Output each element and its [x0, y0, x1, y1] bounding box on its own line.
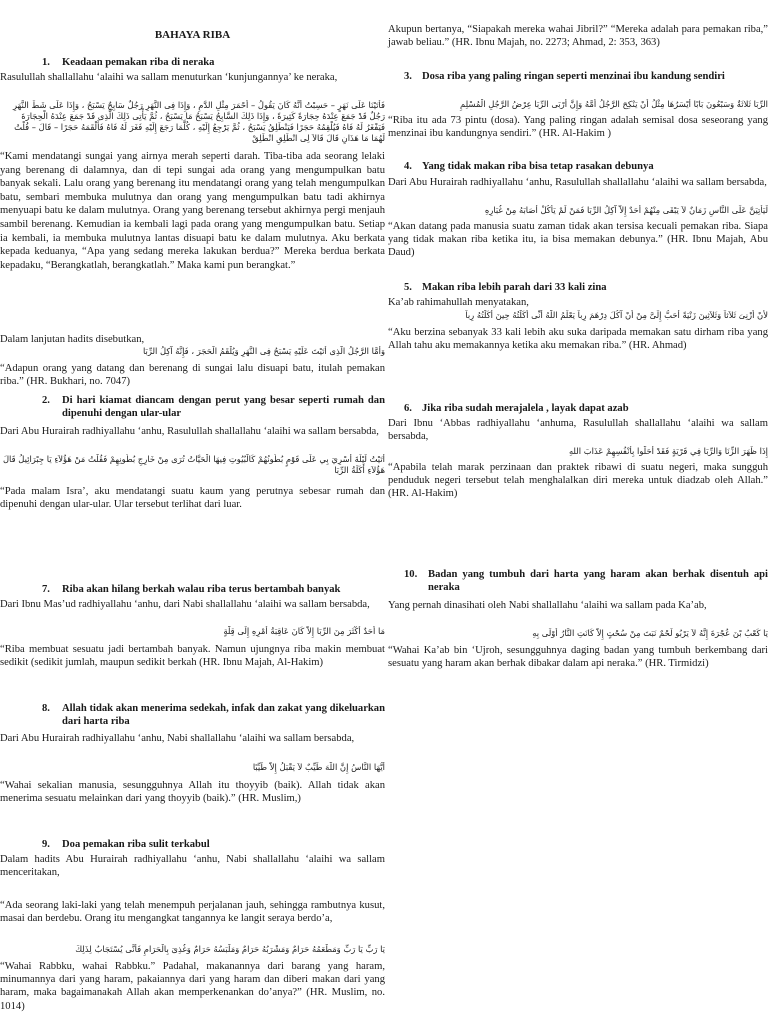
- section-7-heading: Riba akan hilang berkah walau riba terus bertambah banyak: [62, 584, 341, 595]
- section-10-quote: “Wahai Ka’ab bin ‘Ujroh, sesungguhnya daging badan yang tumbuh berkembang dari sesuatu yang haram akan berhak dibakar dalam api neraka.” (HR. Tirmidzi): [388, 645, 768, 670]
- section-1-quote: “Kami mendatangi sungai yang airnya merah seperti darah. Tiba-tiba ada seorang lelaki yang berenang di dalamnya, dan di tepi sungai ada orang yang mengumpulkan batu banyak sekali. Lalu orang yang berenang itu mendatangi orang yang telah mengumpulkan batu, sembari membuka mulutnya dan orang yang mengumpulkan batu tadi akhirnya menyuapi batu ke dalam mulutnya. Orang yang berenang tersebut akhirnya pergi menjauh sambil berenang. Kemudian ia kembali lagi pada orang yang mengumpulkan batu. Setiap ia kembali, ia membuka mulutnya lantas disuapi batu ke dalam mulutnya. Aku berkata kepada keduanya, “Apa yang sedang mereka lakukan berdua?” Mereka berdua berkata kepadaku, “Berangkatlah, berangkatlah.” Maka kami pun berangkat.”: [0, 151, 385, 271]
- section-5-arabic: لأَنْ أَزْنِىَ ثَلاَثاً وَثَلاَثِينَ زَنْيَةً أَحَبُّ إِلَىَّ مِنْ أَنْ آكُلَ دِرْهَمَ رِباً يَعْلَمُ اللَّهُ أَنِّى أَكَلْتُهُ حِينَ أَكَلْتُهُ رِباً: [465, 310, 768, 320]
- section-6-arabic: إِذَا ظَهَرَ الزِّنَا وَالرِّبَا فِي قَرْيَةٍ فَقَدْ أَحَلُّوا بِأَنْفُسِهِمْ عَذَابَ اللهِ: [568, 446, 768, 456]
- section-6-number: 6.: [404, 403, 412, 414]
- section-8-title: [42, 702, 385, 728]
- section-8-heading: Allah tidak akan menerima sedekah, infak dan zakat yang dikeluarkan dari harta riba: [62, 703, 385, 728]
- section-3-number: 3.: [404, 71, 412, 82]
- section-8-arabic: أَيُّهَا النَّاسُ إِنَّ اللَّهَ طَيِّبٌ لاَ يَقْبَلُ إِلاَّ طَيِّبًا: [252, 762, 385, 772]
- section-2-heading: Di hari kiamat diancam dengan perut yang besar seperti rumah dan dipenuhi dengan ular-ular: [62, 395, 385, 420]
- section-4-intro: Dari Abu Hurairah radhiyallahu ‘anhu, Rasulullah shallallahu ‘alaihi wa sallam bersabda,: [388, 177, 767, 188]
- section-4-heading: Yang tidak makan riba bisa tetap rasakan debunya: [422, 161, 654, 172]
- section-2-arabic: أَتَيْتُ لَيْلَةَ أُسْرِيَ بِي عَلَى قَوْمٍ بُطُونُهُمْ كَالْبُيُوتِ فِيهَا الْحَيَّاتُ تُرَى مِنْ خَارِجِ بُطُونِهِمْ فَقُلْتُ مَنْ هَؤُلاَءِ يَا جِبْرَائِيلُ قَالَ هَؤُلاَءِ أَكَلَةُ الرِّبَا: [2, 454, 385, 475]
- section-2-number: 2.: [42, 395, 50, 406]
- section-1-number: 1.: [42, 57, 50, 68]
- section-8-quote: “Wahai sekalian manusia, sesungguhnya Allah itu thoyyib (baik). Allah tidak akan menerima sesuatu melainkan dari yang thoyyib (baik).” (HR. Muslim,): [0, 780, 385, 805]
- section-10-heading: Badan yang tumbuh dari harta yang haram akan berhak disentuh api neraka: [428, 569, 768, 594]
- section-1-intro: Rasulullah shallallahu ‘alaihi wa sallam menuturkan ‘kunjungannya’ ke neraka,: [0, 72, 338, 83]
- section-3-quote: “Riba itu ada 73 pintu (dosa). Yang paling ringan adalah semisal dosa seseorang yang menzinai ibu kandungnya sendiri.” (HR. Al-Hakim ): [388, 115, 768, 140]
- section-2-title: [42, 394, 385, 420]
- section-10-number: 10.: [404, 569, 418, 580]
- section-6-title: [404, 402, 768, 415]
- section-9-number: 9.: [42, 839, 50, 850]
- section-5-heading: Makan riba lebih parah dari 33 kali zina: [422, 282, 607, 293]
- section-1-arabic-2: وَأَمَّا الرَّجُلُ الَّذِى أَتَيْتَ عَلَيْهِ يَسْبَحُ فِى النَّهَرِ وَيُلْقَمُ الْحَجَرَ ، فَإِنَّهُ آكِلُ الرِّبَا: [142, 346, 385, 356]
- section-5-intro: Ka’ab rahimahullah menyatakan,: [388, 297, 529, 308]
- section-3-arabic: الرِّبَا ثَلاثَةٌ وَسَبْعُونَ بَابًا أَيْسَرُهَا مِثْلُ أَنْ يَنْكِحَ الرَّجُلُ أُمَّهُ وَإِنَّ أَرْبَى الرِّبَا عِرْضُ الرَّجُلِ الْمُسْلِمِ: [460, 99, 768, 109]
- section-1-arabic: فَأَتَيْنَا عَلَى نَهَرٍ – حَسِبْتُ أَنَّهُ كَانَ يَقُولُ – أَحْمَرَ مِثْلِ الدَّمِ ، وَإِذَا فِى النَّهَرِ رَجُلٌ سَابِحٌ يَسْبَحُ ، وَإِذَا عَلَى شَطِّ النَّهَرِ رَجُلٌ قَدْ جَمَعَ عِنْدَهُ حِجَارَةً كَثِيرَةً ، وَإِذَا ذَلِكَ السَّابِحُ يَسْبَحُ مَا يَسْبَحُ ، ثُمَّ يَأْتِى ذَلِكَ الَّذِى قَدْ جَمَعَ عِنْدَهُ الْحِجَارَةَ فَيَفْغَرُ لَهُ فَاهُ فَيُلْقِمُهُ حَجَرًا فَيَنْطَلِقُ يَسْبَحُ ، ثُمَّ يَرْجِعُ إِلَيْهِ ، كُلَّمَا رَجَعَ إِلَيْهِ فَغَرَ لَهُ فَاهُ فَأَلْقَمَهُ حَجَرًا – قَالَ – قُلْتُ لَهُمَا مَا هَذَانِ قَالَ قَالاَ لِى انْطَلِقِ انْطَلِقْ: [12, 100, 385, 143]
- section-2-continuation: Akupun bertanya, “Siapakah mereka wahai Jibril?” “Mereka adalah para pemakan riba,” jawab beliau.” (HR. Ibnu Majah, no. 2273; Ahmad, 2: 353, 363): [388, 24, 768, 49]
- section-9-quote-2: “Wahai Rabbku, wahai Rabbku.” Padahal, makanannya dari barang yang haram, minumannya dari yang haram, pakaiannya dari yang haram dan diberi makan dari yang haram, maka bagaimanakah Allah akan memperkenankan do’anya?” (HR. Muslim, no. 1014): [0, 961, 385, 1012]
- section-6-intro: Dari Ibnu ‘Abbas radhiyallahu ‘anhuma, Rasulullah shallallahu ‘alaihi wa sallam bersabda,: [388, 418, 768, 443]
- section-8-number: 8.: [42, 703, 50, 714]
- document-title: BAHAYA RIBA: [154, 29, 231, 41]
- section-5-title: [404, 281, 768, 294]
- section-10-arabic: يَا كَعْبُ بْنَ عُجْرَةَ إِنَّهُ لاَ يَرْبُو لَحْمٌ نَبَتَ مِنْ سُحْتٍ إِلاَّ كَانَتِ النَّارُ أَوْلَى بِهِ: [532, 628, 768, 638]
- section-4-quote: “Akan datang pada manusia suatu zaman tidak akan tersisa kecuali pemakan riba. Siapa yang tidak makan riba ketika itu, ia bisa memakan debunya.” (HR. Ibnu Majah, Abu Daud): [388, 221, 768, 259]
- section-3-heading: Dosa riba yang paling ringan seperti menzinai ibu kandung sendiri: [422, 71, 725, 82]
- section-1-heading: Keadaan pemakan riba di neraka: [62, 57, 215, 68]
- section-4-number: 4.: [404, 161, 412, 172]
- section-8-intro: Dari Abu Hurairah radhiyallahu ‘anhu, Nabi shallallahu ‘alaihi wa sallam bersabda,: [0, 733, 355, 744]
- section-9-title: [42, 838, 385, 851]
- section-1-title: [42, 56, 385, 69]
- section-2-intro: Dari Abu Hurairah radhiyallahu ‘anhu, Rasulullah shallallahu ‘alaihi wa sallam bersabda,: [0, 426, 379, 437]
- section-6-heading: Jika riba sudah merajalela , layak dapat azab: [422, 403, 629, 414]
- section-5-number: 5.: [404, 282, 412, 293]
- section-6-quote: “Apabila telah marak perzinaan dan praktek ribawi di suatu negeri, maka sungguh penduduk negeri tersebut telah menghalalkan diri mereka untuk diadzab oleh Allah.” (HR. Al-Hakim): [388, 462, 768, 500]
- section-4-title: [404, 160, 768, 173]
- section-1-lanjutan: Dalam lanjutan hadits disebutkan,: [0, 334, 145, 345]
- section-1-quote-2: “Adapun orang yang datang dan berenang di sungai lalu disuapi batu, itulah pemakan riba.” (HR. Bukhari, no. 7047): [0, 363, 385, 388]
- section-2-quote: “Pada malam Isra’, aku mendatangi suatu kaum yang perutnya sebesar rumah dan dipenuhi dengan ular-ular. Ular tersebut terlihat dari luar.: [0, 486, 385, 511]
- section-7-intro: Dari Ibnu Mas’ud radhiyallahu ‘anhu, dari Nabi shallallahu ‘alaihi wa sallam bersabda,: [0, 599, 370, 610]
- section-10-title: [404, 568, 768, 594]
- section-7-quote: “Riba membuat sesuatu jadi bertambah banyak. Namun ujungnya riba makin membuat sedikit (sedikit jumlah, maupun sedikit berkah (HR. Ibnu Majah, Al-Hakim): [0, 644, 385, 669]
- section-3-title: [404, 70, 768, 83]
- section-9-heading: Doa pemakan riba sulit terkabul: [62, 839, 210, 850]
- section-7-title: [42, 583, 385, 596]
- section-10-intro: Yang pernah dinasihati oleh Nabi shallallahu ‘alaihi wa sallam pada Ka’ab,: [388, 600, 707, 611]
- section-5-quote: “Aku berzina sebanyak 33 kali lebih aku suka daripada memakan satu dirham riba yang Allah tahu aku memakannya ketika aku memakan riba.” (HR. Ahmad): [388, 327, 768, 352]
- section-9-intro: Dalam hadits Abu Hurairah radhiyallahu ‘anhu, Nabi shallallahu ‘alaihi wa sallam menceritakan,: [0, 854, 385, 879]
- section-9-arabic: يَا رَبِّ يَا رَبِّ وَمَطْعَمُهُ حَرَامٌ وَمَشْرَبُهُ حَرَامٌ وَمَلْبَسُهُ حَرَامٌ وَغُذِىَ بِالْحَرَامِ فَأَنَّى يُسْتَجَابُ لِذَلِكَ: [75, 944, 385, 954]
- section-7-arabic: مَا أَحَدٌ أَكْثَرَ مِنَ الرِّبَا إِلاَّ كَانَ عَاقِبَةُ أَمْرِهِ إِلَى قِلَّةٍ: [223, 626, 385, 636]
- section-7-number: 7.: [42, 584, 50, 595]
- section-9-quote: “Ada seorang laki-laki yang telah menempuh perjalanan jauh, sehingga rambutnya kusut, masai dan berdebu. Orang itu mengangkat tangannya ke langit seraya berdo’a,: [0, 900, 385, 925]
- section-4-arabic: لَيَأْتِيَنَّ عَلَى النَّاسِ زَمَانٌ لاَ يَبْقَى مِنْهُمْ أَحَدٌ إِلاَّ آكِلُ الرِّبَا فَمَنْ لَمْ يَأْكُلْ أَصَابَهُ مِنْ غُبَارِهِ: [484, 205, 768, 215]
